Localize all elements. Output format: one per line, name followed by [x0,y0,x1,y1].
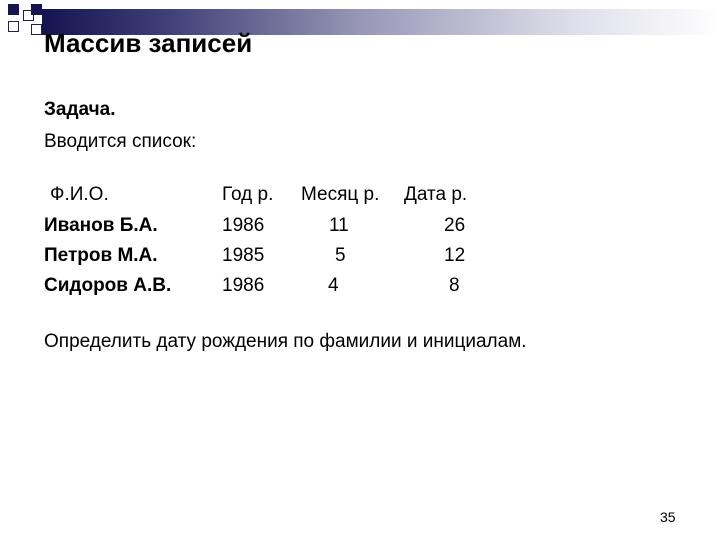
cell-name: Петров М.А. [44,245,158,266]
table-row [0,215,720,241]
cell-name: Иванов Б.А. [44,215,158,236]
cell-day: 12 [444,245,466,266]
header-day: Дата р. [404,184,468,205]
cell-month: 5 [335,245,346,266]
intro-text: Вводится список: [44,131,197,152]
cell-month: 11 [329,215,349,236]
cell-year: 1986 [222,215,265,236]
table-row [0,245,720,271]
table-header-row [0,184,720,210]
square-decoration [31,24,42,35]
header-month: Месяц р. [301,184,380,205]
header-name: Ф.И.О. [50,184,109,205]
cell-day: 26 [444,215,466,236]
square-decoration [8,4,19,15]
header-year: Год р. [222,184,274,205]
task-heading: Задача. [44,99,116,120]
cell-year: 1986 [222,275,265,296]
table-row [0,275,720,301]
task-statement: Определить дату рождения по фамилии и инициалам. [44,331,527,352]
slide-title: Массив записей [44,28,253,58]
square-decoration [31,4,42,15]
square-decoration [8,21,19,32]
cell-year: 1985 [222,245,265,266]
page-number: 35 [660,509,676,525]
cell-day: 8 [449,275,460,296]
cell-name: Сидоров А.В. [44,275,172,296]
cell-month: 4 [328,275,339,296]
